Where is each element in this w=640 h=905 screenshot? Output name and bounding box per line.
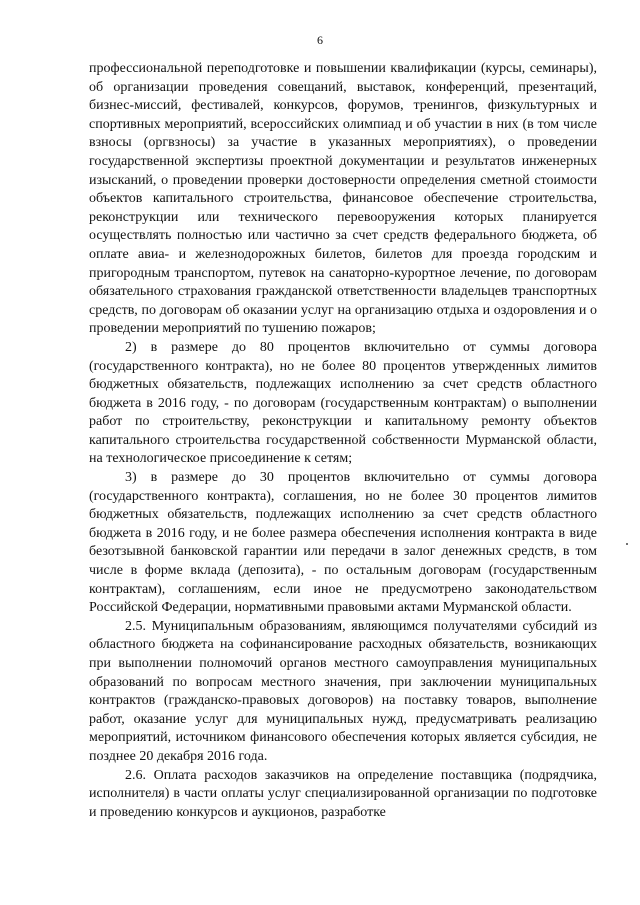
scan-speck: [626, 543, 628, 545]
paragraph-item-3: 3) в размере до 30 процентов включительно от суммы договора (государственного контракта), соглашения, но не более 30 процентов лимитов бюджетных обязательств, подлежащих исполнению за счет средств областного бюджета в 2016 году, и не более размера обеспечения исполнения контракта в виде безотзывной банковской гарантии или передачи в залог денежных средств, в том числе в форме вклада (депозита), - по остальным договорам (государственным контрактам), соглашениям, если иное не предусмотрено законодательством Российской Федерации, нормативными правовыми актами Мурманской области.: [89, 470, 597, 616]
page-number: 6: [317, 33, 323, 47]
paragraph-item-2: 2) в размере до 80 процентов включительно от суммы договора (государственного контракта), но не более 80 процентов утвержденных лимитов бюджетных обязательств, подлежащих исполнению за счет средств областного бюджета в 2016 году, - по договорам (государственным контрактам) о выполнении работ по строительству, реконструкции и капитальному ремонту объектов капитального строительства государственной собственности Мурманской области, на технологическое присоединение к сетям;: [89, 339, 597, 467]
paragraph-continuation: профессиональной переподготовке и повышении квалификации (курсы, семинары), об организации проведения совещаний, выставок, конференций, презентаций, бизнес-миссий, фестивалей, конкурсов, форумов, тренингов, физкультурных и спортивных мероприятий, всероссийских олимпиад и об участии в них (в том числе взносы (оргвзносы) за участие в указанных мероприятиях), о проведении государственной экспертизы проектной документации и результатов инженерных изысканий, о проведении проверки достоверности определения сметной стоимости объектов капитального строительства, финансовое обеспечение строительства, реконструкции или технического перевооружения которых планируется осуществлять полностью или частично за счет средств федерального бюджета, об оплате авиа- и железнодорожных билетов, билетов для проезда городским и пригородным транспортом, путевок на санаторно-курортное лечение, по договорам обязательного страхования гражданской ответственности владельцев транспортных средств, по договорам об оказании услуг на организацию отдыха и оздоровления и о проведении мероприятий по тушению пожаров;: [89, 61, 597, 337]
document-body: [89, 60, 597, 822]
paragraph-clause-2-5: 2.5. Муниципальным образованиям, являющимся получателями субсидий из областного бюджета на софинансирование расходных обязательств, возникающих при выполнении полномочий органов местного самоуправления муниципальных образований по вопросам местного значения, при заключении муниципальных контрактов (гражданско-правовых договоров) на поставку товаров, выполнение работ, оказание услуг для муниципальных нужд, предусматривать реализацию мероприятий, источником финансового обеспечения которых является субсидия, не позднее 20 декабря 2016 года.: [89, 618, 597, 764]
paragraph-clause-2-6: 2.6. Оплата расходов заказчиков на определение поставщика (подрядчика, исполнителя) в части оплаты услуг специализированной организации по подготовке и проведению конкурсов и аукционов, разработке: [89, 767, 597, 820]
